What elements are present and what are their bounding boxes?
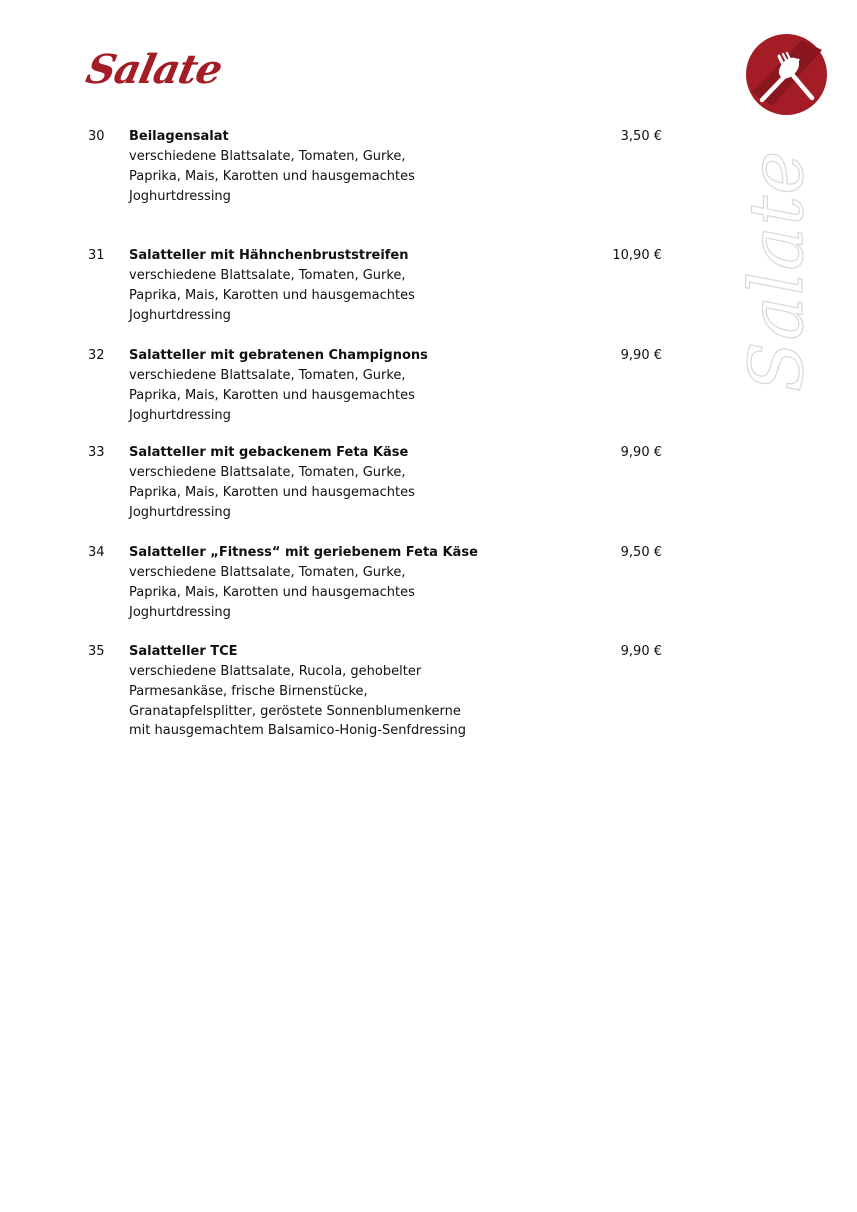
item-description-line: Joghurtdressing xyxy=(129,307,231,323)
item-description xyxy=(129,147,489,206)
item-number: 33 xyxy=(88,445,105,460)
item-description-line: verschiedene Blattsalate, Tomaten, Gurke, xyxy=(129,268,406,283)
item-price: 9,50 € xyxy=(620,545,662,560)
item-number: 31 xyxy=(88,248,105,263)
item-description-line: verschiedene Blattsalate, Rucola, gehobelter xyxy=(129,664,422,679)
item-description xyxy=(129,662,489,741)
item-name: Salatteller „Fitness“ mit geriebenem Feta Käse xyxy=(129,545,478,560)
item-number: 35 xyxy=(88,644,105,659)
item-name: Salatteller mit gebackenem Feta Käse xyxy=(129,445,409,460)
item-description-line: Paprika, Mais, Karotten und hausgemachtes xyxy=(129,387,415,403)
item-name: Beilagensalat xyxy=(129,129,229,144)
item-content xyxy=(129,127,489,206)
item-description-line: Paprika, Mais, Karotten und hausgemachtes xyxy=(129,584,415,600)
item-description-line: Granatapfelsplitter, geröstete Sonnenblumenkerne xyxy=(129,703,461,719)
item-content xyxy=(129,346,489,425)
item-price: 9,90 € xyxy=(620,445,662,460)
item-price: 3,50 € xyxy=(620,129,662,144)
item-description-line: Paprika, Mais, Karotten und hausgemachtes xyxy=(129,287,415,303)
item-description-line: Joghurtdressing xyxy=(129,188,231,204)
item-description-line: verschiedene Blattsalate, Tomaten, Gurke, xyxy=(129,465,406,480)
item-content xyxy=(129,246,489,325)
watermark-text: Salate xyxy=(734,149,820,393)
item-description-line: Joghurtdressing xyxy=(129,604,231,620)
item-description xyxy=(129,366,489,425)
item-description xyxy=(129,563,489,622)
item-description-line: verschiedene Blattsalate, Tomaten, Gurke, xyxy=(129,149,406,164)
item-name: Salatteller mit gebratenen Champignons xyxy=(129,348,428,363)
item-description-line: Parmesankäse, frische Birnenstücke, xyxy=(129,683,368,699)
item-number: 30 xyxy=(88,129,105,144)
item-content xyxy=(129,443,489,522)
item-description-line: Joghurtdressing xyxy=(129,407,231,423)
item-name: Salatteller TCE xyxy=(129,644,238,659)
item-description-line: verschiedene Blattsalate, Tomaten, Gurke, xyxy=(129,565,406,580)
item-description-line: Paprika, Mais, Karotten und hausgemachtes xyxy=(129,484,415,500)
page-title: Salate xyxy=(82,46,226,93)
item-price: 9,90 € xyxy=(620,348,662,363)
item-description-line: Paprika, Mais, Karotten und hausgemachtes xyxy=(129,168,415,184)
item-number: 34 xyxy=(88,545,105,560)
item-price: 9,90 € xyxy=(620,644,662,659)
item-description xyxy=(129,463,489,522)
spoon-fork-icon xyxy=(746,34,827,115)
item-description-line: Joghurtdressing xyxy=(129,504,231,520)
item-description-line: mit hausgemachtem Balsamico-Honig-Senfdressing xyxy=(129,723,466,739)
item-description xyxy=(129,266,489,325)
item-content xyxy=(129,642,489,741)
item-number: 32 xyxy=(88,348,105,363)
item-description-line: verschiedene Blattsalate, Tomaten, Gurke, xyxy=(129,368,406,383)
item-name: Salatteller mit Hähnchenbruststreifen xyxy=(129,248,409,263)
item-content xyxy=(129,543,489,622)
item-price: 10,90 € xyxy=(612,248,662,263)
